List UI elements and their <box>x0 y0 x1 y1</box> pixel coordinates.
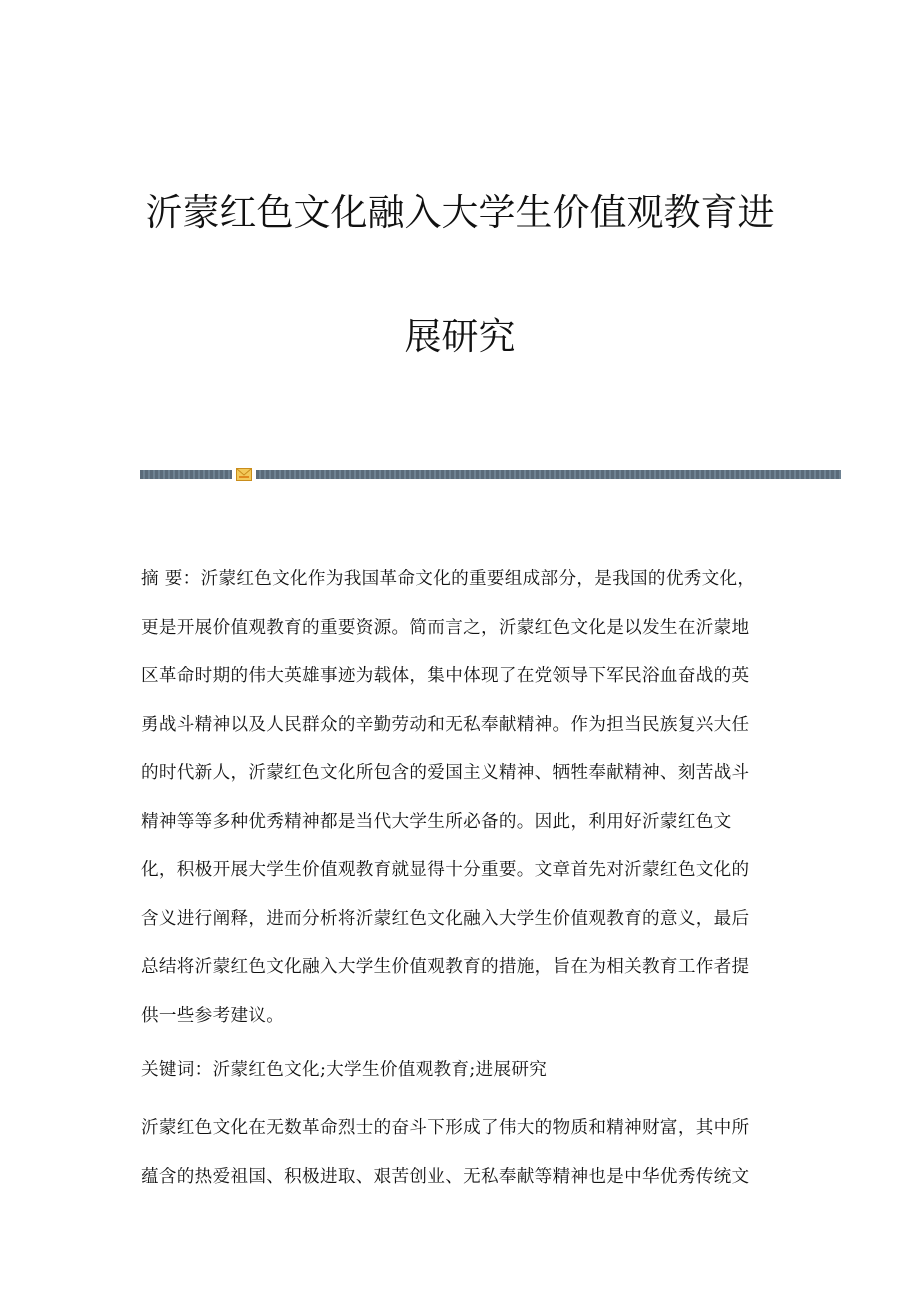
abstract-line: 化，积极开展大学生价值观教育就显得十分重要。文章首先对沂蒙红色文化的 <box>141 860 750 880</box>
abstract-line: 供一些参考建议。 <box>141 1005 285 1026</box>
abstract-line: 总结将沂蒙红色文化融入大学生价值观教育的措施，旨在为相关教育工作者提 <box>141 957 750 977</box>
envelope-ornament-icon <box>236 468 252 481</box>
title-divider-left <box>140 470 232 479</box>
abstract-line: 含义进行阐释，进而分析将沂蒙红色文化融入大学生价值观教育的意义，最后 <box>141 908 750 929</box>
abstract-line: 摘 要：沂蒙红色文化作为我国革命文化的重要组成部分，是我国的优秀文化， <box>141 569 756 589</box>
title-divider-right <box>256 470 841 479</box>
body-paragraph <box>141 1104 781 1201</box>
abstract-paragraph <box>141 555 781 1040</box>
body-line: 沂蒙红色文化在无数革命烈士的奋斗下形成了伟大的物质和精神财富，其中所 <box>141 1118 750 1138</box>
keywords-paragraph <box>141 1046 781 1095</box>
keywords-line: 关键词：沂蒙红色文化;大学生价值观教育;进展研究 <box>141 1060 548 1080</box>
abstract-line: 的时代新人，沂蒙红色文化所包含的爱国主义精神、牺牲奉献精神、刻苦战斗 <box>141 763 750 783</box>
abstract-line: 勇战斗精神以及人民群众的辛勤劳动和无私奉献精神。作为担当民族复兴大任 <box>141 714 750 735</box>
body-line: 蕴含的热爱祖国、积极进取、艰苦创业、无私奉献等精神也是中华优秀传统文 <box>141 1166 750 1187</box>
document-title-line-2: 展研究 <box>404 315 516 358</box>
abstract-line: 区革命时期的伟大英雄事迹为载体，集中体现了在党领导下军民浴血奋战的英 <box>141 666 750 686</box>
abstract-line: 更是开展价值观教育的重要资源。简而言之，沂蒙红色文化是以发生在沂蒙地 <box>141 617 750 638</box>
document-title-line-1: 沂蒙红色文化融入大学生价值观教育进 <box>145 191 775 234</box>
abstract-line: 精神等等多种优秀精神都是当代大学生所必备的。因此，利用好沂蒙红色文 <box>141 811 732 832</box>
